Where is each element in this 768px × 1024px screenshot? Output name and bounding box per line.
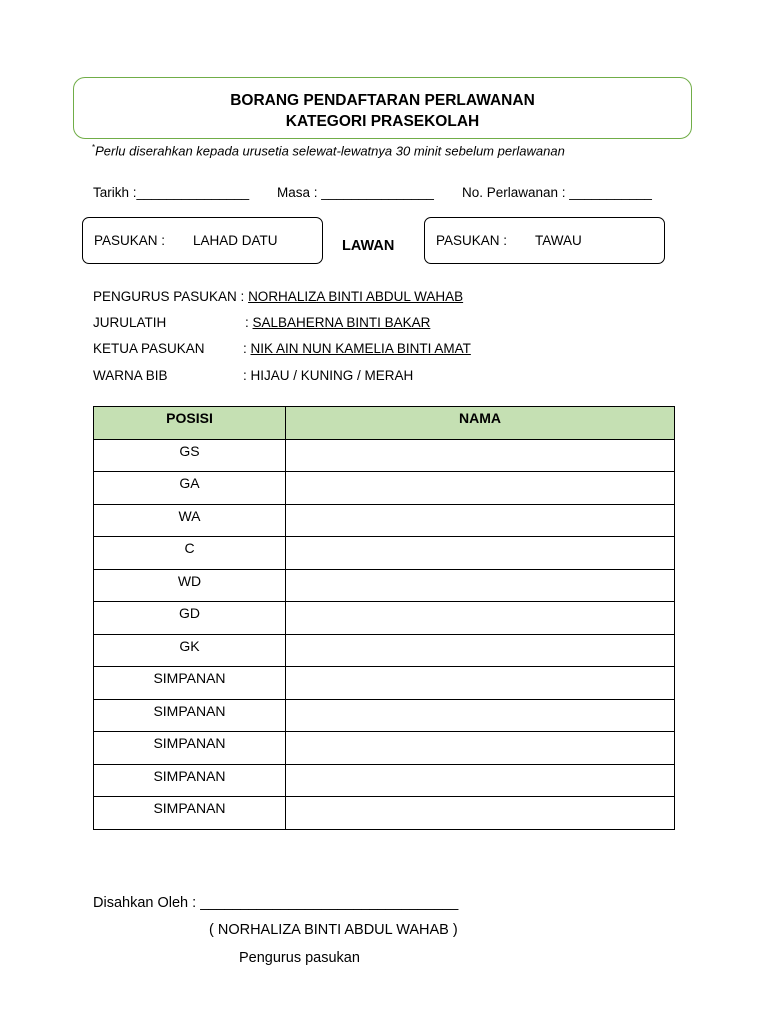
captain-separator: : [243,341,247,356]
coach-value: SALBAHERNA BINTI BAKAR [252,315,431,330]
team-a-box [82,217,323,264]
name-cell[interactable] [286,634,675,667]
table-row [94,699,675,732]
signature-row [93,895,458,911]
position-cell: SIMPANAN [94,667,286,700]
table-row [94,537,675,570]
name-cell[interactable] [286,667,675,700]
name-cell[interactable] [286,732,675,765]
position-cell: GS [94,439,286,472]
team-b-label: PASUKAN : [436,233,508,248]
table-row [94,634,675,667]
signature-line[interactable]: ________________________________ [200,895,459,911]
match-number-field[interactable]: No. Perlawanan : ___________ [462,185,652,200]
manager-row [93,289,463,304]
table-row [94,504,675,537]
name-cell[interactable] [286,504,675,537]
position-header: POSISI [94,407,286,440]
manager-label: PENGURUS PASUKAN : [93,289,245,304]
bib-value: : HIJAU / KUNING / MERAH [243,368,414,383]
table-row [94,439,675,472]
captain-value: NIK AIN NUN KAMELIA BINTI AMAT [250,341,471,356]
position-cell: SIMPANAN [94,699,286,732]
roster-table [93,406,675,830]
position-cell: SIMPANAN [94,764,286,797]
captain-row [243,341,471,356]
position-cell: WD [94,569,286,602]
position-cell: C [94,537,286,570]
captain-label: KETUA PASUKAN [93,341,205,356]
form-title: BORANG PENDAFTARAN PERLAWANAN [230,92,535,109]
date-field[interactable]: Tarikh :_______________ [93,185,250,200]
name-cell[interactable] [286,537,675,570]
team-a-name: LAHAD DATU [193,233,278,248]
coach-label: JURULATIH [93,315,167,330]
coach-separator: : [245,315,249,330]
team-b-box [424,217,665,264]
position-cell: SIMPANAN [94,797,286,830]
table-row [94,764,675,797]
note-text: Perlu diserahkan kepada urusetia selewat-lewatnya 30 minit sebelum perlawanan [95,143,565,159]
time-field[interactable]: Masa : _______________ [277,185,434,200]
name-cell[interactable] [286,699,675,732]
position-cell: WA [94,504,286,537]
team-b-name: TAWAU [535,233,582,248]
signatory-role: Pengurus pasukan [239,950,360,966]
position-cell: GK [94,634,286,667]
table-row [94,569,675,602]
name-header: NAMA [286,407,675,440]
position-cell: GD [94,602,286,635]
submission-note [92,143,565,158]
table-row [94,472,675,505]
signatory-name: ( NORHALIZA BINTI ABDUL WAHAB ) [209,922,458,938]
table-row [94,667,675,700]
versus-label: LAWAN [342,238,395,254]
name-cell[interactable] [286,797,675,830]
signature-label: Disahkan Oleh : [93,895,197,911]
team-a-label: PASUKAN : [94,233,166,248]
table-row [94,797,675,830]
table-row [94,602,675,635]
coach-row [245,315,430,330]
name-cell[interactable] [286,602,675,635]
form-subtitle: KATEGORI PRASEKOLAH [285,113,480,130]
name-cell[interactable] [286,764,675,797]
position-cell: SIMPANAN [94,732,286,765]
table-row [94,732,675,765]
roster-header-row [94,407,675,440]
form-title-box [73,77,692,139]
name-cell[interactable] [286,439,675,472]
name-cell[interactable] [286,472,675,505]
name-cell[interactable] [286,569,675,602]
note-asterisk: * [92,143,96,152]
bib-label: WARNA BIB [93,368,168,383]
manager-value: NORHALIZA BINTI ABDUL WAHAB [248,289,464,304]
position-cell: GA [94,472,286,505]
